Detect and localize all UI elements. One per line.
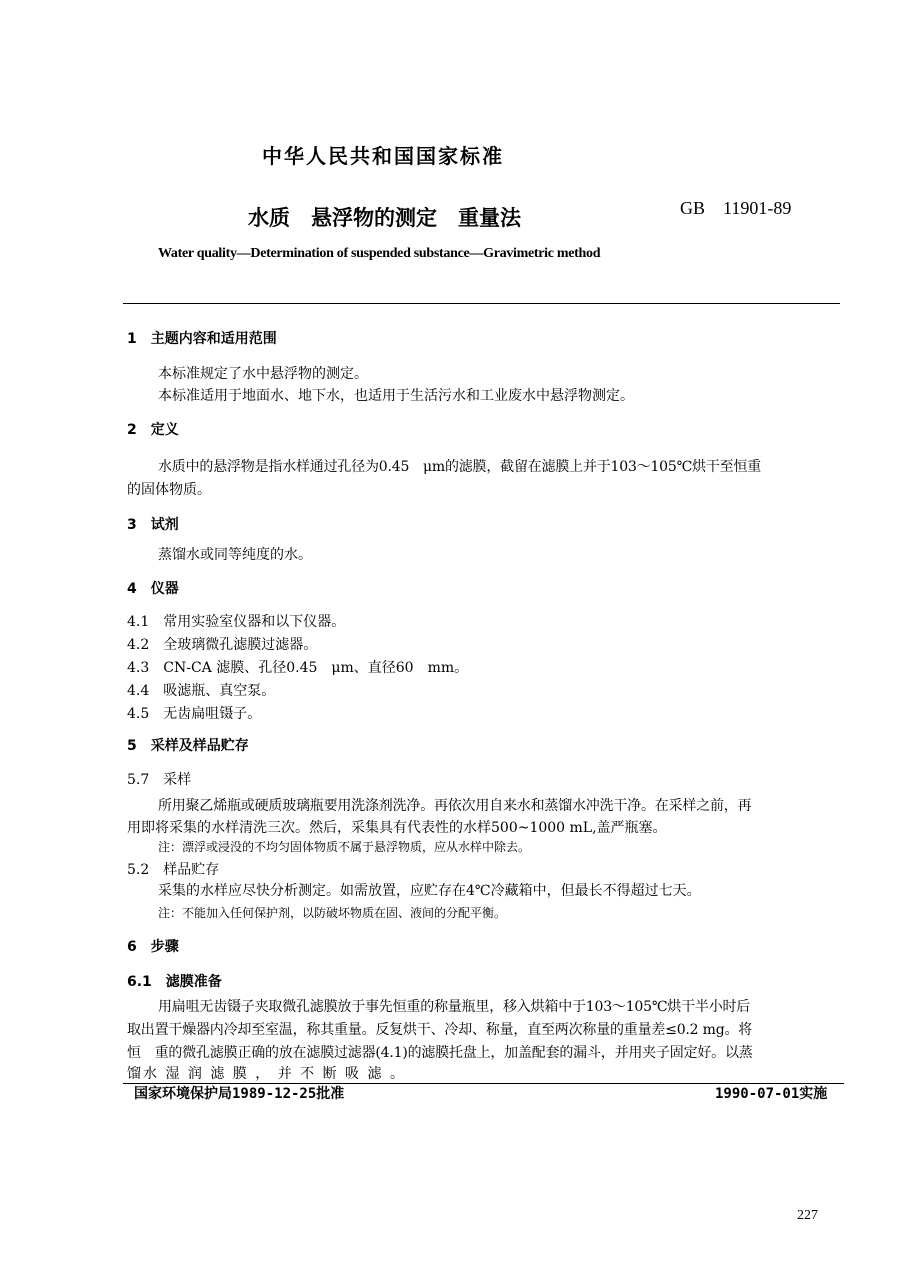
section-2-line-2: 的固体物质。	[127, 482, 211, 498]
section-5-heading: 5 采样及样品贮存	[127, 738, 249, 754]
section-6-sub-1: 6.1 滤膜准备	[127, 974, 222, 990]
section-6-line-3: 恒 重的微孔滤膜正确的放在滤膜过滤器(4.1)的滤膜托盘上，加盖配套的漏斗，并用夹子固定好。以蒸	[127, 1045, 753, 1061]
header-rule	[123, 303, 840, 304]
section-5-note-2: 注：不能加入任何保护剂，以防破坏物质在固、液间的分配平衡。	[158, 906, 507, 920]
section-6-line-2: 取出置干燥器内冷却至室温，称其重量。反复烘干、冷却、称量，直至两次称量的重量差≤0.2 mg。将	[127, 1022, 753, 1038]
section-1-heading: 1 主题内容和适用范围	[127, 331, 277, 347]
section-5-p1-line-2: 用即将采集的水样清洗三次。然后，采集具有代表性的水样500~1000 mL,盖严瓶塞。	[127, 820, 667, 836]
std-code: GB 11901-89	[680, 198, 792, 218]
section-2-line-1: 水质中的悬浮物是指水样通过孔径为0.45 μm的滤膜，截留在滤膜上并于103～105℃烘干至恒重	[158, 459, 762, 475]
section-3-heading: 3 试剂	[127, 517, 179, 533]
instrument-item: 4.3 CN-CA 滤膜、孔径0.45 μm、直径60 mm。	[127, 660, 469, 676]
page-number: 227	[797, 1208, 818, 1223]
section-4-heading: 4 仪器	[127, 581, 179, 597]
section-5-sub-2: 5.2 样品贮存	[127, 862, 220, 878]
effective-date: 1990-07-01实施	[715, 1086, 828, 1102]
english-title: Water quality—Determination of suspended substance—Gravimetric method	[158, 246, 601, 261]
org-title: 中华人民共和国国家标准	[262, 144, 504, 168]
instrument-item: 4.2 全玻璃微孔滤膜过滤器。	[127, 637, 318, 653]
section-1-p1: 本标准规定了水中悬浮物的测定。	[158, 366, 368, 382]
section-6-line-1: 用扁咀无齿镊子夹取微孔滤膜放于事先恒重的称量瓶里，移入烘箱中于103～105℃烘干半小时后	[158, 999, 751, 1015]
approval-text: 国家环境保护局1989-12-25批准	[134, 1086, 345, 1102]
instrument-item: 4.1 常用实验室仪器和以下仪器。	[127, 614, 346, 630]
instrument-item: 4.4 吸滤瓶、真空泵。	[127, 683, 276, 699]
section-5-note-1: 注：漂浮或浸没的不均匀固体物质不属于悬浮物质，应从水样中除去。	[158, 840, 531, 854]
section-5-p1-line-1: 所用聚乙烯瓶或硬质玻璃瓶要用洗涤剂洗净。再依次用自来水和蒸馏水冲洗干净。在采样之前，再	[158, 798, 752, 814]
doc-title: 水质 悬浮物的测定 重量法	[248, 206, 521, 230]
section-2-heading: 2 定义	[127, 422, 179, 438]
section-3-p1: 蒸馏水或同等纯度的水。	[158, 547, 312, 563]
section-5-p2: 采集的水样应尽快分析测定。如需放置，应贮存在4℃冷藏箱中，但最长不得超过七天。	[158, 883, 701, 899]
section-5-sub-1: 5.7 采样	[127, 772, 192, 788]
section-6-heading: 6 步骤	[127, 939, 179, 955]
instrument-item: 4.5 无齿扁咀镊子。	[127, 706, 262, 722]
section-6-line-4: 馏水 湿 润 滤 膜 ， 并 不 断 吸 滤 。	[127, 1066, 406, 1082]
section-1-p2: 本标准适用于地面水、地下水，也适用于生活污水和工业废水中悬浮物测定。	[158, 388, 634, 404]
